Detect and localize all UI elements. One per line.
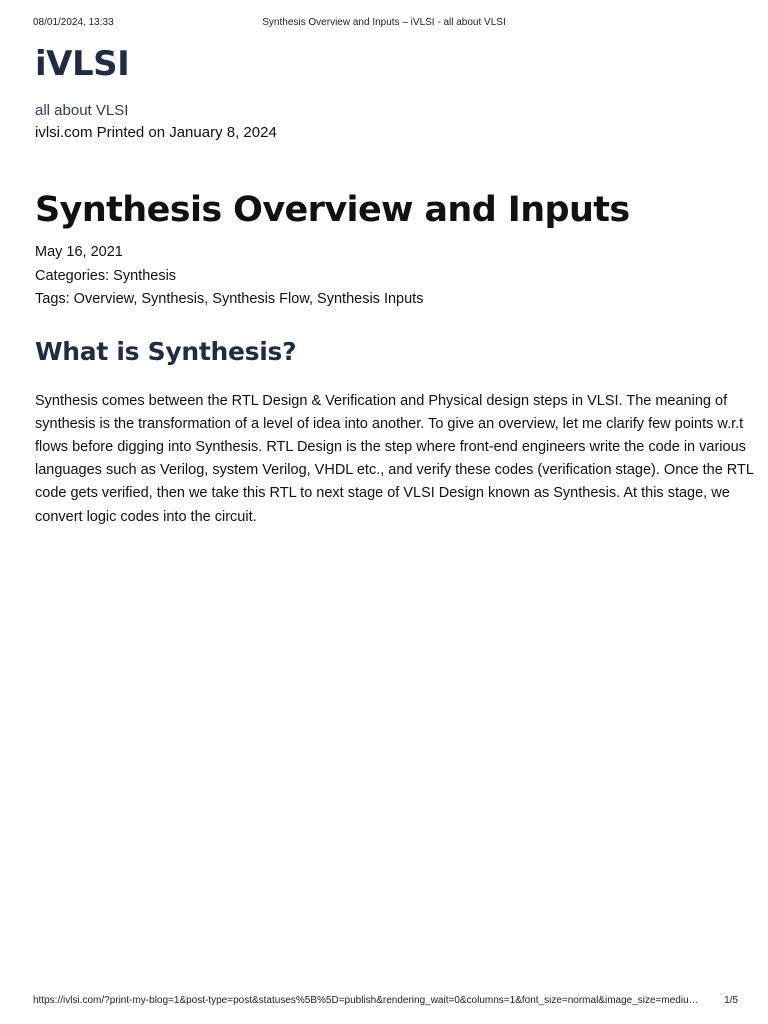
paragraph-line: Synthesis comes between the RTL Design & Verification and Physical design steps in VLSI. The meaning of	[35, 392, 728, 409]
post-categories: Categories: Synthesis	[35, 267, 177, 284]
paragraph-line: code gets verified, then we take this RTL to next stage of VLSI Design known as Synthesis. At this stage, we	[35, 485, 730, 502]
paragraph-line: languages such as Verilog, system Verilog, VHDL etc., and verify these codes (verification stage). Once the RTL	[35, 462, 754, 479]
print-datetime: 08/01/2024, 13:33	[33, 17, 114, 28]
site-tagline: all about VLSI	[35, 102, 129, 119]
post-tags: Tags: Overview, Synthesis, Synthesis Flow, Synthesis Inputs	[35, 291, 424, 307]
print-page-title: Synthesis Overview and Inputs – iVLSI - all about VLSI	[262, 17, 506, 28]
section-heading: What is Synthesis?	[35, 336, 297, 366]
page-indicator: 1/5	[724, 995, 738, 1006]
page-content	[35, 40, 754, 529]
print-url: https://ivlsi.com/?print-my-blog=1&post-type=post&statuses%5B%5D=publish&rendering_wait=0&columns=1&font_size=normal&image_size=mediu…	[33, 995, 699, 1006]
print-header	[33, 17, 735, 31]
print-footer	[33, 995, 738, 1009]
post-date: May 16, 2021	[35, 244, 123, 260]
site-title[interactable]: iVLSI	[35, 44, 130, 84]
printed-note: ivlsi.com Printed on January 8, 2024	[35, 124, 277, 141]
post-title: Synthesis Overview and Inputs	[35, 190, 630, 230]
paragraph-line: convert logic codes into the circuit.	[35, 508, 257, 525]
paragraph-line: synthesis is the transformation of a level of idea into another. To give an overview, let me clarify few points w.r.t	[35, 415, 744, 432]
paragraph-line: flows before digging into Synthesis. RTL Design is the step where front-end engineers write the code in various	[35, 438, 746, 455]
post-meta	[35, 241, 735, 312]
body-paragraph	[35, 390, 754, 529]
